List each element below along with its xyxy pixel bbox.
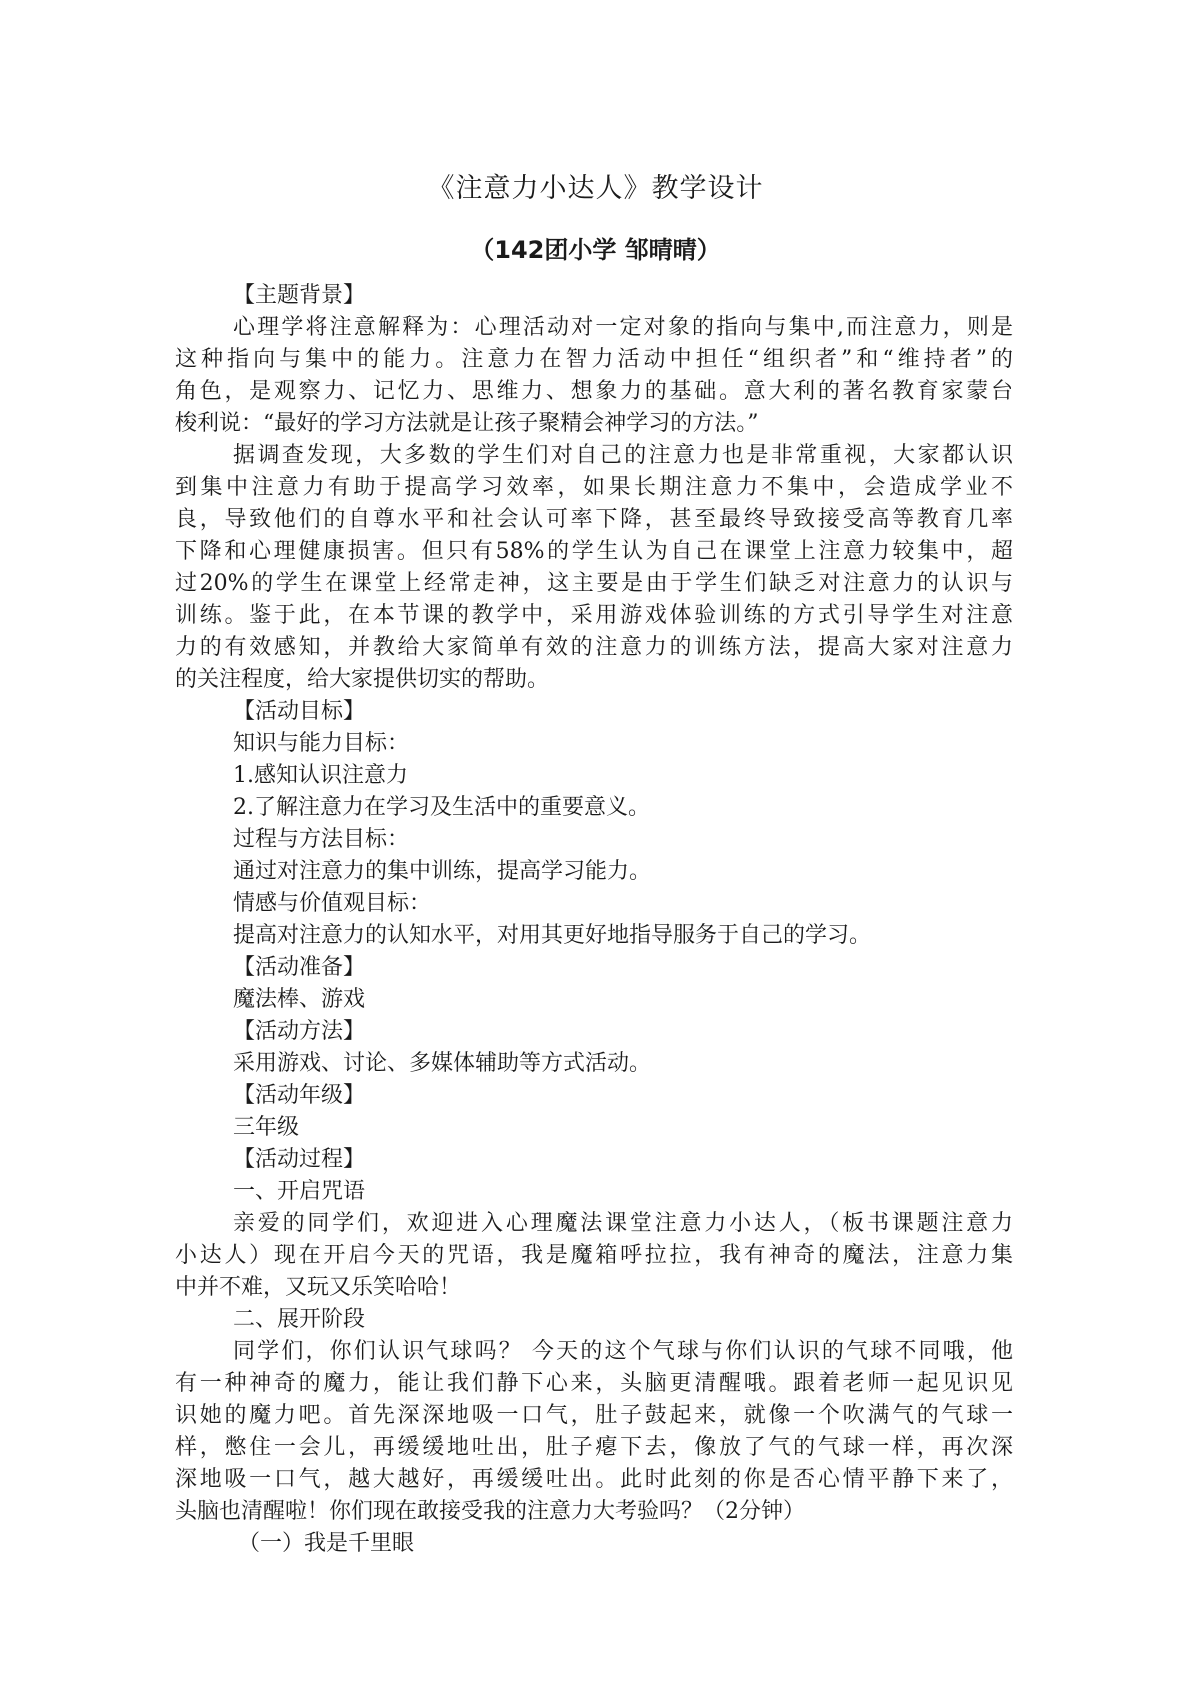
paragraph-line: 中并不难，又玩又乐笑哈哈！ (175, 1275, 462, 1300)
section-heading-background: 【主题背景】 (233, 283, 366, 308)
paragraph-line: 力的有效感知，并教给大家简单有效的注意力的训练方法，提高大家对注意力 (175, 635, 1013, 660)
paragraph-line: 据调查发现，大多数的学生们对自己的注意力也是非常重视，大家都认识 (233, 443, 1013, 468)
step-1-heading: 一、开启咒语 (233, 1179, 366, 1204)
document-title: 《注意力小达人》教学设计 (427, 173, 764, 204)
paragraph-line: 头脑也清醒啦！你们现在敢接受我的注意力大考验吗？（2分钟） (175, 1499, 805, 1524)
method-text: 采用游戏、讨论、多媒体辅助等方式活动。 (233, 1051, 652, 1076)
paragraph-line: 到集中注意力有助于提高学习效率，如果长期注意力不集中，会造成学业不 (175, 475, 1013, 500)
paragraph-line: 梭利说：“最好的学习方法就是让孩子聚精会神学习的方法。” (175, 411, 759, 436)
paragraph-line: 小达人）现在开启今天的咒语，我是魔箱呼拉拉，我有神奇的魔法，注意力集 (175, 1243, 1013, 1268)
paragraph-line: 亲爱的同学们，欢迎进入心理魔法课堂注意力小达人，（板书课题注意力 (233, 1211, 1013, 1236)
paragraph-step-2 (175, 1336, 1013, 1528)
sub-section-heading-1: （一）我是千里眼 (238, 1531, 415, 1556)
paragraph-line: 的关注程度，给大家提供切实的帮助。 (175, 667, 550, 692)
goal-emotion-label: 情感与价值观目标： (233, 891, 432, 916)
paragraph-line: 训练。鉴于此，在本节课的教学中，采用游戏体验训练的方式引导学生对注意 (175, 603, 1013, 628)
paragraph-step-1 (175, 1208, 1013, 1304)
section-heading-grade: 【活动年级】 (233, 1083, 366, 1108)
paragraph-line: 过20%的学生在课堂上经常走神，这主要是由于学生们缺乏对注意力的认识与 (175, 571, 1013, 596)
goal-knowledge-label: 知识与能力目标： (233, 731, 410, 756)
goal-knowledge-item-2: 2.了解注意力在学习及生活中的重要意义。 (233, 795, 650, 820)
document-subtitle: （142团小学 邹晴晴） (470, 236, 721, 264)
paragraph-line: 识她的魔力吧。首先深深地吸一口气，肚子鼓起来，就像一个吹满气的气球一 (175, 1403, 1013, 1428)
goal-knowledge-item-1: 1.感知认识注意力 (233, 763, 408, 788)
step-2-heading: 二、展开阶段 (233, 1307, 366, 1332)
paragraph-line: 样，憋住一会儿，再缓缓地吐出，肚子瘪下去，像放了气的气球一样，再次深 (175, 1435, 1013, 1460)
paragraph-line: 下降和心理健康损害。但只有58%的学生认为自己在课堂上注意力较集中，超 (175, 539, 1013, 564)
paragraph-line: 心理学将注意解释为：心理活动对一定对象的指向与集中,而注意力，则是 (233, 315, 1013, 340)
paragraph-line: 同学们，你们认识气球吗？ 今天的这个气球与你们认识的气球不同哦，他 (233, 1339, 1013, 1364)
goal-process-label: 过程与方法目标： (233, 827, 410, 852)
paragraph-background-2 (175, 440, 1013, 696)
preparation-text: 魔法棒、游戏 (233, 987, 366, 1012)
section-heading-preparation: 【活动准备】 (233, 955, 366, 980)
paragraph-line: 有一种神奇的魔力，能让我们静下心来，头脑更清醒哦。跟着老师一起见识见 (175, 1371, 1013, 1396)
document-body (175, 280, 1013, 1560)
goal-emotion-text: 提高对注意力的认知水平，对用其更好地指导服务于自己的学习。 (233, 923, 872, 948)
paragraph-background-1 (175, 312, 1013, 440)
grade-text: 三年级 (233, 1115, 300, 1140)
paragraph-line: 这种指向与集中的能力。注意力在智力活动中担任“组织者”和“维持者”的 (175, 347, 1013, 372)
section-heading-process: 【活动过程】 (233, 1147, 366, 1172)
paragraph-line: 良，导致他们的自尊水平和社会认可率下降，甚至最终导致接受高等教育几率 (175, 507, 1013, 532)
paragraph-line: 深地吸一口气，越大越好，再缓缓吐出。此时此刻的你是否心情平静下来了， (175, 1467, 1013, 1492)
goal-process-text: 通过对注意力的集中训练，提高学习能力。 (233, 859, 652, 884)
paragraph-line: 角色，是观察力、记忆力、思维力、想象力的基础。意大利的著名教育家蒙台 (175, 379, 1013, 404)
section-heading-goals: 【活动目标】 (233, 699, 366, 724)
section-heading-method: 【活动方法】 (233, 1019, 366, 1044)
